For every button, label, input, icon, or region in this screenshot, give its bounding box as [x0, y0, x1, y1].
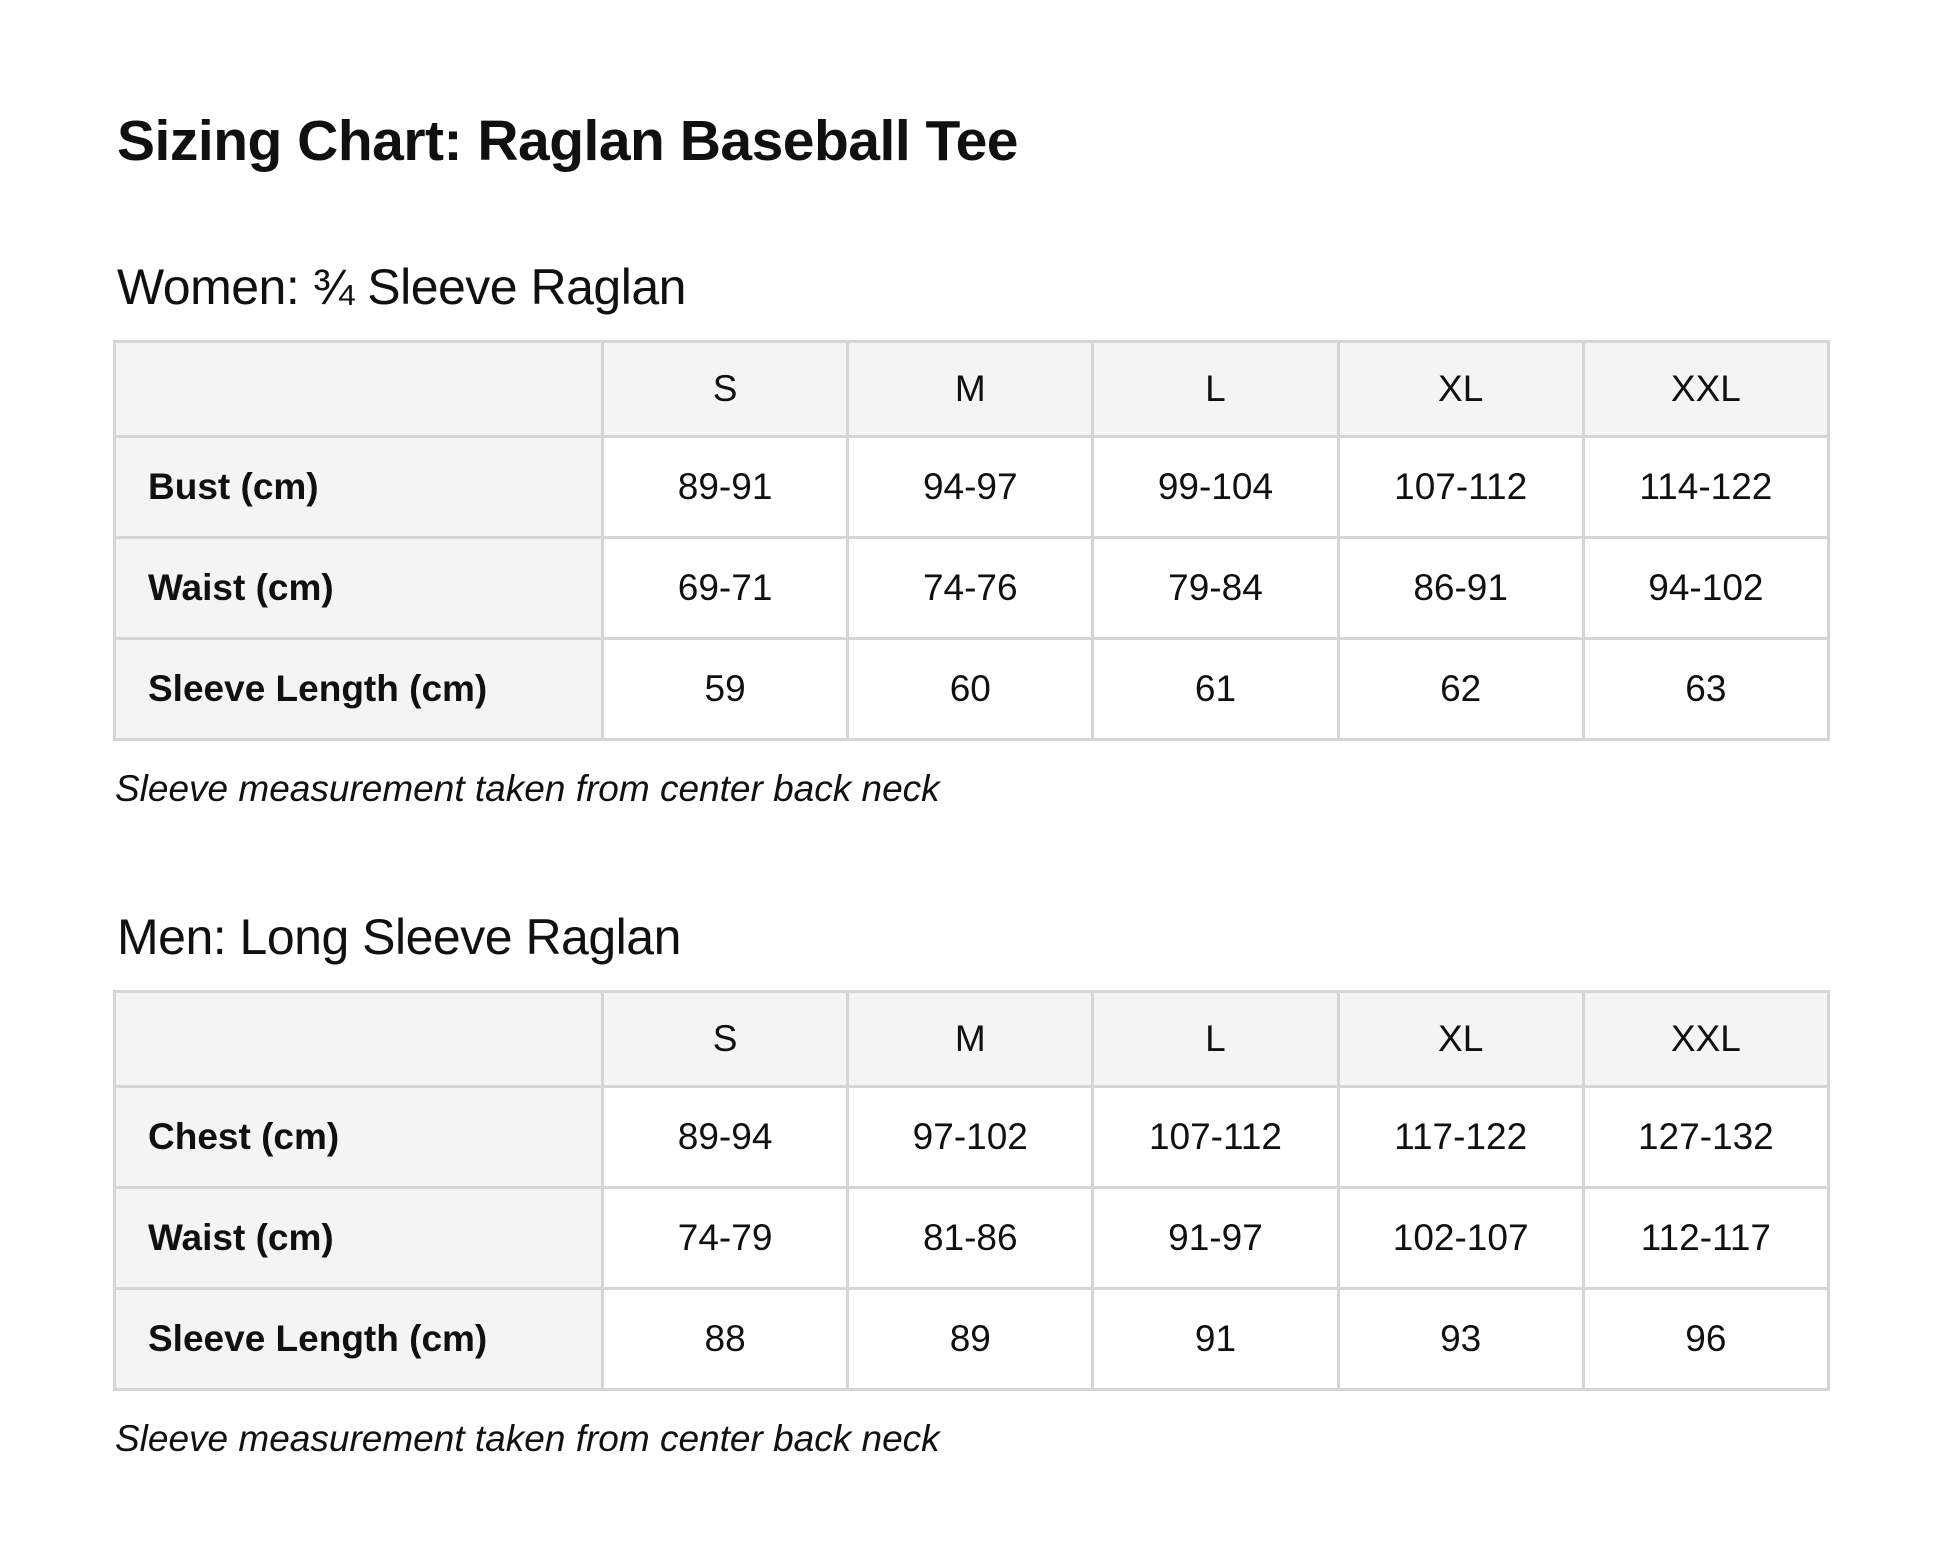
size-column-header: S [603, 342, 848, 437]
bust-row-label: Bust (cm) [115, 437, 603, 538]
section-women [113, 255, 1830, 813]
measurement-value-cell: 127-132 [1583, 1087, 1828, 1188]
measurement-value-cell: 94-102 [1583, 538, 1828, 639]
size-header-row [115, 992, 1829, 1087]
page-title: Sizing Chart: Raglan Baseball Tee [117, 109, 1018, 173]
measurement-value-cell: 74-76 [848, 538, 1093, 639]
size-chart-table-women [113, 340, 1830, 741]
measurement-value-cell: 93 [1338, 1289, 1583, 1390]
chest-row-label: Chest (cm) [115, 1087, 603, 1188]
empty-corner-cell [115, 342, 603, 437]
size-column-header: M [848, 342, 1093, 437]
empty-corner-cell [115, 992, 603, 1087]
measurement-value-cell: 97-102 [848, 1087, 1093, 1188]
section-men [113, 905, 1830, 1463]
size-column-header: XL [1338, 992, 1583, 1087]
measurement-value-cell: 61 [1093, 639, 1338, 740]
measurement-value-cell: 96 [1583, 1289, 1828, 1390]
measurement-value-cell: 69-71 [603, 538, 848, 639]
measurement-value-cell: 89 [848, 1289, 1093, 1390]
table-row-bust [115, 437, 1829, 538]
table-row-sleeve-length [115, 639, 1829, 740]
size-column-header: XL [1338, 342, 1583, 437]
sleeve-note: Sleeve measurement taken from center back neck [115, 768, 940, 810]
waist-row-label: Waist (cm) [115, 538, 603, 639]
measurement-value-cell: 63 [1583, 639, 1828, 740]
table-row-waist [115, 538, 1829, 639]
measurement-value-cell: 89-91 [603, 437, 848, 538]
measurement-value-cell: 88 [603, 1289, 848, 1390]
measurement-value-cell: 94-97 [848, 437, 1093, 538]
measurement-value-cell: 91 [1093, 1289, 1338, 1390]
section-heading-men: Men: Long Sleeve Raglan [117, 909, 681, 966]
measurement-value-cell: 114-122 [1583, 437, 1828, 538]
size-column-header: S [603, 992, 848, 1087]
size-column-header: L [1093, 992, 1338, 1087]
measurement-value-cell: 62 [1338, 639, 1583, 740]
measurement-value-cell: 91-97 [1093, 1188, 1338, 1289]
measurement-value-cell: 81-86 [848, 1188, 1093, 1289]
size-header-row [115, 342, 1829, 437]
measurement-value-cell: 74-79 [603, 1188, 848, 1289]
measurement-value-cell: 79-84 [1093, 538, 1338, 639]
measurement-value-cell: 60 [848, 639, 1093, 740]
table-row-sleeve-length [115, 1289, 1829, 1390]
measurement-value-cell: 102-107 [1338, 1188, 1583, 1289]
section-heading-women: Women: ¾ Sleeve Raglan [117, 259, 686, 316]
waist-row-label: Waist (cm) [115, 1188, 603, 1289]
measurement-value-cell: 107-112 [1338, 437, 1583, 538]
measurement-value-cell: 99-104 [1093, 437, 1338, 538]
size-column-header: L [1093, 342, 1338, 437]
measurement-value-cell: 59 [603, 639, 848, 740]
table-row-chest [115, 1087, 1829, 1188]
measurement-value-cell: 89-94 [603, 1087, 848, 1188]
measurement-value-cell: 112-117 [1583, 1188, 1828, 1289]
size-column-header: XXL [1583, 992, 1828, 1087]
measurement-value-cell: 107-112 [1093, 1087, 1338, 1188]
sleeve-note: Sleeve measurement taken from center back neck [115, 1418, 940, 1460]
sleeve-length-row-label: Sleeve Length (cm) [115, 639, 603, 740]
measurement-value-cell: 117-122 [1338, 1087, 1583, 1188]
measurement-value-cell: 86-91 [1338, 538, 1583, 639]
size-chart-table-men [113, 990, 1830, 1391]
size-column-header: XXL [1583, 342, 1828, 437]
sleeve-length-row-label: Sleeve Length (cm) [115, 1289, 603, 1390]
size-column-header: M [848, 992, 1093, 1087]
table-row-waist [115, 1188, 1829, 1289]
